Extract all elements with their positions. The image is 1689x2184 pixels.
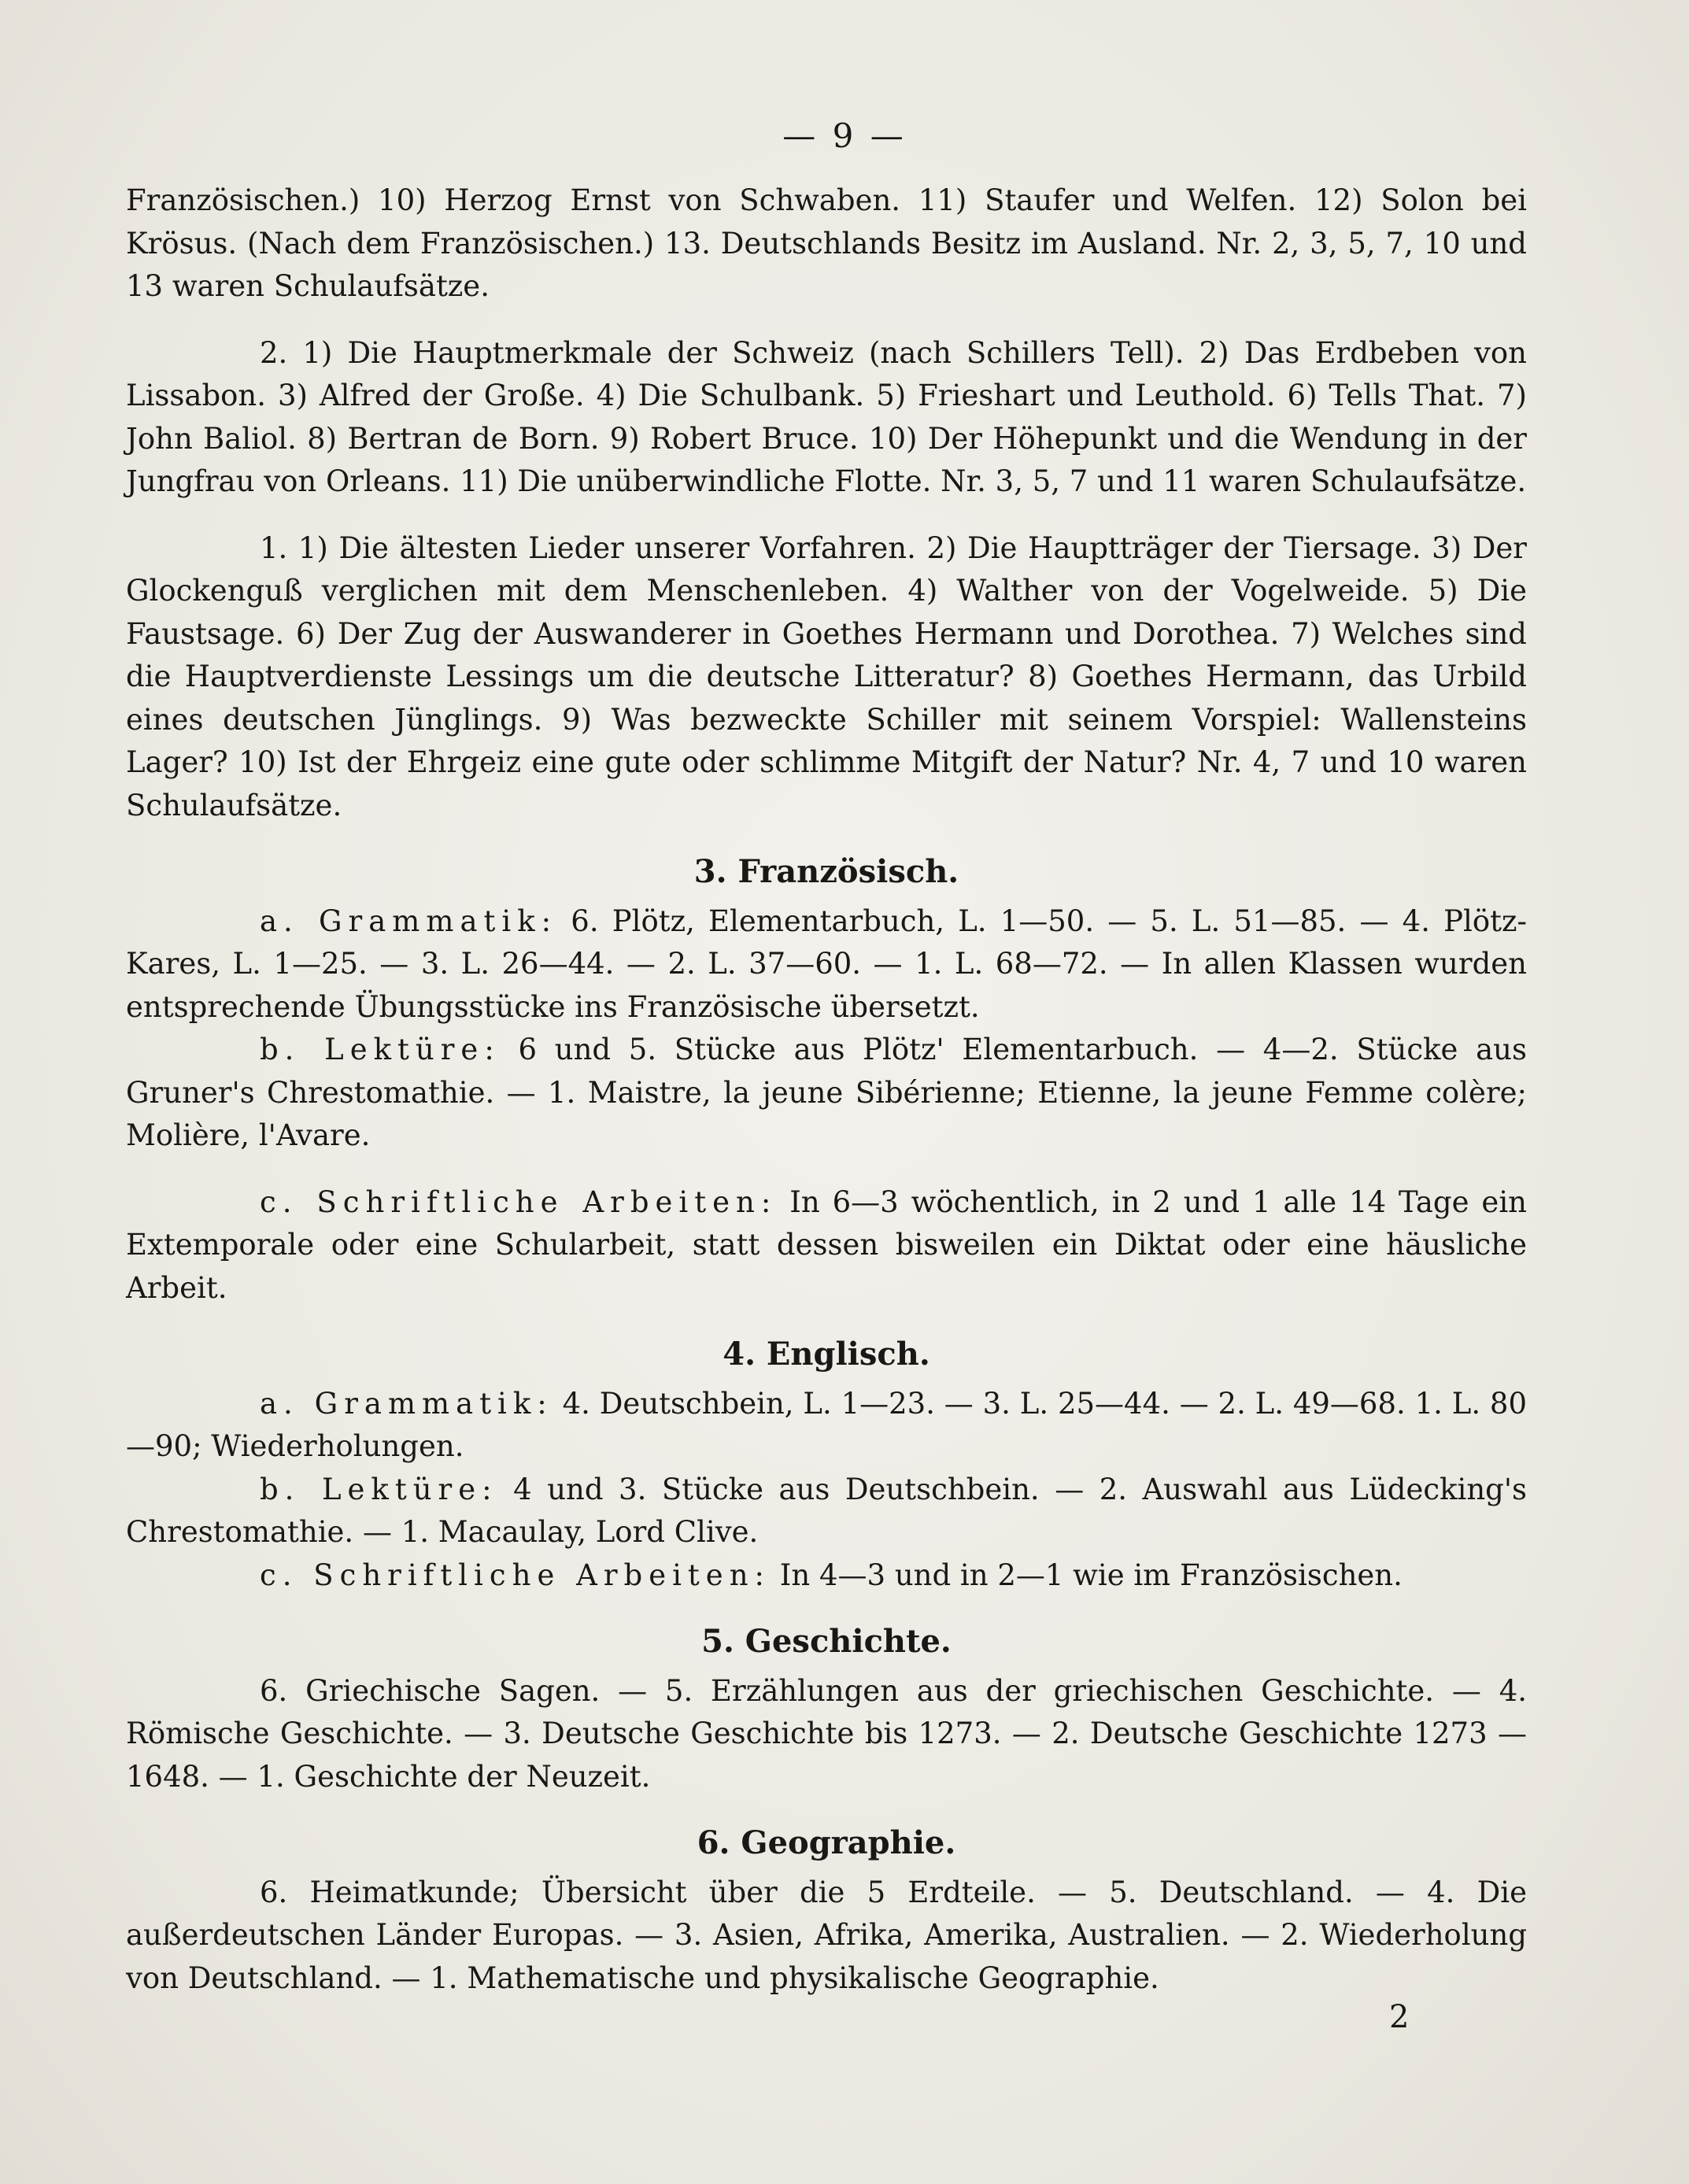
franzoesisch-lektuere: b. Lektüre: 6 und 5. Stücke aus Plötz' Elementarbuch. — 4—2. Stücke aus Gruner's Chrestomathie. — 1. Maistre, la jeune Sibérienne; Etienne, la jeune Femme colère; Molière, l'Avare.: [126, 1033, 1527, 1152]
signature-mark: 2: [1389, 1999, 1410, 2035]
paragraph-class-1-topics: 1. 1) Die ältesten Lieder unserer Vorfahren. 2) Die Hauptträger der Tiersage. 3) Der Glockenguß verglichen mit dem Menschenleben. 4) Walther von der Vogelweide. 5) Die Faustsage. 6) Der Zug der Auswanderer in Goethes Hermann und Dorothea. 7) Welches sind die Hauptverdienste Lessings um die deutsche Litteratur? 8) Goethes Hermann, das Urbild eines deutschen Jünglings. 9) Was bezweckte Schiller mit seinem Vorspiel: Wallensteins Lager? 10) Ist der Ehrgeiz eine gute oder schlimme Mitgift der Natur? Nr. 4, 7 und 10 waren Schulaufsätze.: [126, 530, 1527, 822]
heading-franzoesisch: 3. Französisch.: [693, 853, 959, 890]
body-text: [126, 179, 1527, 2000]
heading-englisch: 4. Englisch.: [723, 1336, 930, 1373]
paragraph-class-2-topics: 2. 1) Die Hauptmerkmale der Schweiz (nach Schillers Tell). 2) Das Erdbeben von Lissabon. 3) Alfred der Große. 4) Die Schulbank. 5) Frieshart und Leuthold. 6) Tells That. 7) John Baliol. 8) Bertran de Born. 9) Robert Bruce. 10) Der Höhepunkt und die Wendung in der Jungfrau von Orleans. 11) Die unüberwindliche Flotte. Nr. 3, 5, 7 und 11 waren Schulaufsätze.: [126, 335, 1527, 498]
label-lektuere: b. Lektüre:: [260, 1472, 498, 1506]
label-lektuere: b. Lektüre:: [260, 1033, 501, 1066]
label-grammatik: a. Grammatik:: [260, 1386, 553, 1421]
englisch-schriftliche-arbeiten: c. Schriftliche Arbeiten: In 4—3 und in 2—1 wie im Französischen.: [260, 1558, 1403, 1592]
heading-geschichte: 5. Geschichte.: [701, 1623, 952, 1660]
englisch-grammatik: a. Grammatik: 4. Deutschbein, L. 1—23. — 3. L. 25—44. — 2. L. 49—68. 1. L. 80—90; Wiederholungen.: [126, 1386, 1527, 1463]
paragraph-french-topics-end: Französischen.) 10) Herzog Ernst von Schwaben. 11) Staufer und Welfen. 12) Solon bei Krösus. (Nach dem Französischen.) 13. Deutschlands Besitz im Ausland. Nr. 2, 3, 5, 7, 10 und 13 waren Schulaufsätze.: [126, 183, 1527, 303]
page-number: — 9 —: [782, 116, 907, 155]
englisch-lektuere: b. Lektüre: 4 und 3. Stücke aus Deutschbein. — 2. Auswahl aus Lüdecking's Chrestomathie. — 1. Macaulay, Lord Clive.: [126, 1472, 1528, 1549]
label-schriftliche-arbeiten: c. Schriftliche Arbeiten:: [260, 1184, 778, 1219]
label-grammatik: a. Grammatik:: [260, 904, 558, 938]
label-schriftliche-arbeiten: c. Schriftliche Arbeiten:: [260, 1558, 771, 1592]
geschichte-text: 6. Griechische Sagen. — 5. Erzählungen aus der griechischen Geschichte. — 4. Römische Geschichte. — 3. Deutsche Geschichte bis 1273. — 2. Deutsche Geschichte 1273 — 1648. — 1. Geschichte der Neuzeit.: [126, 1673, 1527, 1794]
heading-geographie: 6. Geographie.: [697, 1824, 956, 1861]
geographie-text: 6. Heimatkunde; Übersicht über die 5 Erdteile. — 5. Deutschland. — 4. Die außerdeutschen Länder Europas. — 3. Asien, Afrika, Amerika, Australien. — 2. Wiederholung von Deutschland. — 1. Mathematische und physikalische Geographie.: [126, 1875, 1527, 1995]
franzoesisch-grammatik: a. Grammatik: 6. Plötz, Elementarbuch, L. 1—50. — 5. L. 51—85. — 4. Plötz-Kares, L. 1—25. — 3. L. 26—44. — 2. L. 37—60. — 1. L. 68—72. — In allen Klassen wurden entsprechende Übungsstücke ins Französische übersetzt.: [126, 904, 1527, 1024]
franzoesisch-schriftliche-arbeiten: c. Schriftliche Arbeiten: In 6—3 wöchentlich, in 2 und 1 alle 14 Tage ein Extemporale oder eine Schularbeit, statt dessen bisweilen ein Diktat oder eine häusliche Arbeit.: [126, 1184, 1527, 1305]
